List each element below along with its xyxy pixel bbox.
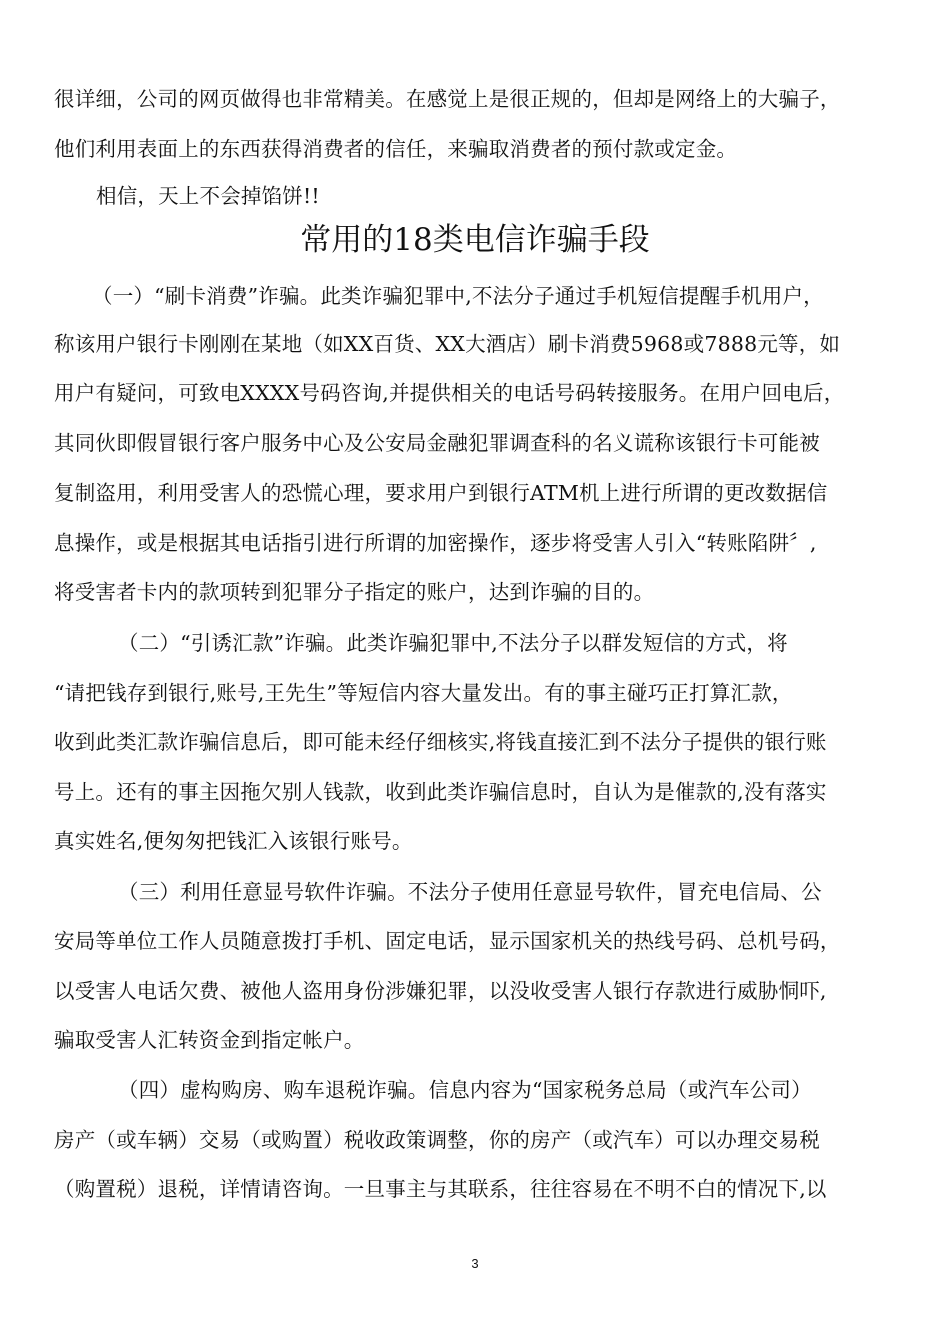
section4-line-3: （购置税）退税，详情请咨询。一旦事主与其联系，往往容易在不明不白的情况下,以 bbox=[54, 1177, 827, 1201]
section3-line-3: 以受害人电话欠费、被他人盗用身份涉嫌犯罪，以没收受害人银行存款进行威胁恫吓, bbox=[54, 979, 827, 1003]
document-title: 常用的18类电信诈骗手段 bbox=[300, 222, 650, 258]
section2-line-2: “请把钱存到银行,账号,王先生”等短信内容大量发出。有的事主碰巧正打算汇款， bbox=[54, 681, 793, 705]
section1-line-2: 称该用户银行卡刚刚在某地（如XX百货、XX大酒店）刷卡消费5968或7888元等，如 bbox=[54, 332, 841, 356]
intro-line-2: 他们利用表面上的东西获得消费者的信任，来骗取消费者的预付款或定金。 bbox=[54, 137, 738, 161]
section2-line-3: 收到此类汇款诈骗信息后，即可能未经仔细核实,将钱直接汇到不法分子提供的银行账 bbox=[54, 730, 827, 754]
page-number: 3 bbox=[471, 1256, 479, 1271]
section4-line-1: （四）虚构购房、购车退税诈骗。信息内容为“国家税务总局（或汽车公司） bbox=[118, 1078, 812, 1102]
section1-line-5: 复制盗用，利用受害人的恐慌心理，要求用户到银行ATM机上进行所谓的更改数据信 bbox=[54, 481, 828, 505]
section3-line-2: 安局等单位工作人员随意拨打手机、固定电话，显示国家机关的热线号码、总机号码， bbox=[54, 929, 841, 953]
section1-line-7: 将受害者卡内的款项转到犯罪分子指定的账户，达到诈骗的目的。 bbox=[54, 580, 655, 604]
intro-line-3: 相信，天上不会掉馅饼!! bbox=[96, 184, 320, 208]
section2-line-5: 真实姓名,便匆匆把钱汇入该银行账号。 bbox=[54, 829, 413, 853]
section3-line-1: （三）利用任意显号软件诈骗。不法分子使用任意显号软件，冒充电信局、公 bbox=[118, 880, 822, 904]
section2-line-1: （二）“引诱汇款”诈骗。此类诈骗犯罪中,不法分子以群发短信的方式，将 bbox=[118, 631, 788, 655]
section1-line-6: 息操作，或是根据其电话指引进行所谓的加密操作，逐步将受害人引入“转账陷阱〞, bbox=[54, 531, 817, 555]
section3-line-4: 骗取受害人汇转资金到指定帐户。 bbox=[54, 1028, 365, 1052]
intro-line-1: 很详细，公司的网页做得也非常精美。在感觉上是很正规的，但却是网络上的大骗子， bbox=[54, 87, 841, 111]
section1-line-3: 用户有疑问，可致电XXXX号码咨询,并提供相关的电话号码转接服务。在用户回电后， bbox=[54, 381, 845, 405]
section2-line-4: 号上。还有的事主因拖欠别人钱款，收到此类诈骗信息时，自认为是催款的,没有落实 bbox=[54, 780, 827, 804]
section4-line-2: 房产（或车辆）交易（或购置）税收政策调整，你的房产（或汽车）可以办理交易税 bbox=[54, 1128, 820, 1152]
section1-line-4: 其同伙即假冒银行客户服务中心及公安局金融犯罪调查科的名义谎称该银行卡可能被 bbox=[54, 431, 820, 455]
section1-line-1: （一）“刷卡消费”诈骗。此类诈骗犯罪中,不法分子通过手机短信提醒手机用户， bbox=[92, 284, 824, 308]
